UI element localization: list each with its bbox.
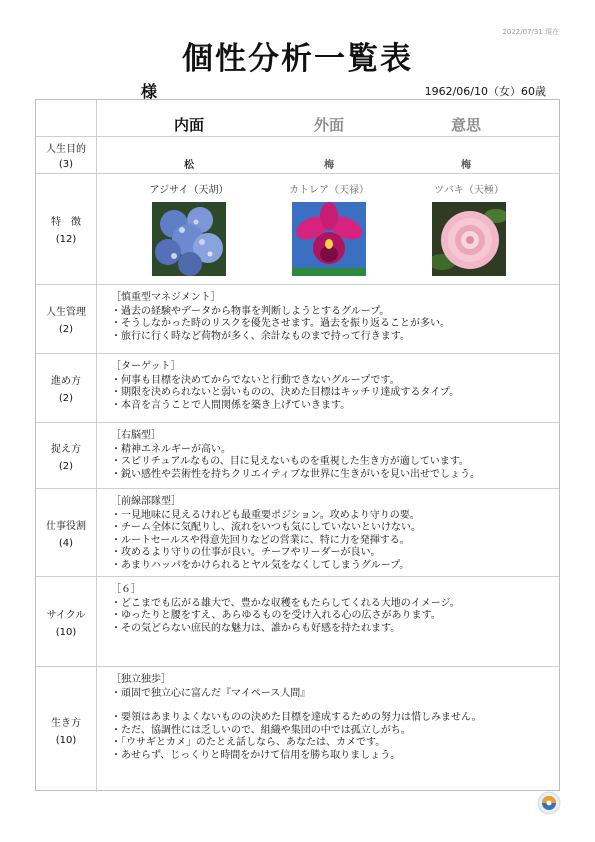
section-content xyxy=(111,496,421,572)
section-spacer xyxy=(111,700,482,712)
row-label-count: (10) xyxy=(55,734,77,746)
section-content xyxy=(111,674,482,762)
section-line: ・一見地味に見えるけれども最重要ポジション。攻めより守りの要。 xyxy=(111,509,420,521)
section-line: ・チーム全体に気配りし、流れをいつも気にしていないといけない。 xyxy=(111,522,421,533)
section-line: ・期限を決められないと弱いものの、決めた目標はキッチリ達成するタイプ。 xyxy=(111,387,460,398)
report-date: 2022/07/31 現在 xyxy=(502,28,559,36)
flower-inner xyxy=(134,181,244,280)
hydrangea-photo-icon xyxy=(152,202,226,276)
row-label xyxy=(36,577,97,666)
row-label-text: 仕事役割 xyxy=(46,520,86,532)
analysis-table xyxy=(35,99,560,791)
section-row xyxy=(36,423,559,489)
flower-will xyxy=(414,181,524,280)
column-header-outer: 外面 xyxy=(313,116,344,134)
features-row xyxy=(36,174,559,285)
goal-row xyxy=(36,137,559,174)
section-line: ・過去の経験やデータから物事を判断しようとするグループ。 xyxy=(111,305,390,317)
section-line: ・あまりハッパをかけられるとヤル気をなくしてしまうグループ。 xyxy=(111,559,410,571)
flower-name: ツバキ（天極） xyxy=(434,185,504,196)
row-label xyxy=(36,174,97,284)
section-content xyxy=(111,292,450,343)
section-line: ・ゆったりと腰をすえ、あらゆるものを受け入れる心の広さがあります。 xyxy=(111,610,441,621)
section-line: ・精神エネルギーが高い。 xyxy=(111,443,231,455)
section-heading: ［右脳型］ xyxy=(111,430,161,441)
row-label xyxy=(36,137,97,173)
section-line: ・スピリチュアルなもの、目に見えないものを重視した生き方が適しています。 xyxy=(111,456,469,467)
section-row xyxy=(36,577,559,667)
section-line: ・どこまでも広がる雄大で、豊かな収穫をもたらしてくれる大地のイメージ。 xyxy=(111,597,460,609)
row-label-text: 進め方 xyxy=(51,376,81,387)
section-content xyxy=(111,361,459,412)
row-label-count: (10) xyxy=(55,626,77,638)
section-line: ・本音を言うことで人間関係を築き上げていきます。 xyxy=(111,399,351,411)
section-line: ・要領はあまりよくないものの決めた目標を達成するための努力は惜しみません。 xyxy=(111,712,482,723)
section-line: ・あせらず、じっくりと時間をかけて信用を勝ち取りましょう。 xyxy=(111,749,401,761)
row-label-count: (4) xyxy=(58,537,74,549)
section-line: ・鋭い感性や芸術性を持ちクリエイティブな世界に生きがいを見い出せでしょう。 xyxy=(111,468,480,480)
row-label xyxy=(36,285,97,353)
cattleya-photo-icon xyxy=(292,202,366,276)
section-line: ・ただ、協調性には乏しいので、組織や集団の中では孤立しがち。 xyxy=(111,724,411,736)
section-row xyxy=(36,667,559,792)
section-line: ・そうしなかった時のリスクを優先させます。過去を振り返ることが多い。 xyxy=(111,318,450,329)
section-heading: ［独立独歩］ xyxy=(111,674,171,685)
goal-outer: 梅 xyxy=(324,160,334,171)
name-bar xyxy=(35,79,560,99)
row-label-count: (2) xyxy=(58,393,74,404)
row-label-count: (3) xyxy=(58,159,74,170)
section-line: ・何事も目標を決めてからでないと行動できないグループです。 xyxy=(111,374,400,386)
column-header-will: 意思 xyxy=(450,116,481,134)
row-label-text: 特 徴 xyxy=(51,217,81,228)
section-line: ・旅行に行く時など荷物が多く、余計なものまで持って行きます。 xyxy=(111,330,410,342)
section-heading: ［ターゲット］ xyxy=(111,361,181,372)
row-label-text: 生き方 xyxy=(51,717,81,729)
row-label-count: (12) xyxy=(55,234,77,245)
section-content xyxy=(111,430,480,481)
section-row xyxy=(36,354,559,423)
section-line: ・攻めるより守りの仕事が良い。チーフやリーダーが良い。 xyxy=(111,547,381,558)
row-label-count: (2) xyxy=(58,460,74,472)
section-content xyxy=(111,584,460,635)
section-line: ・「ウサギとカメ」のたとえ話しなら、あなたは、カメです。 xyxy=(111,737,386,748)
honorific: 様 xyxy=(141,82,158,101)
section-row xyxy=(36,285,559,354)
section-line: ・ルートセールスや得意先回りなどの営業に、特に力を発揮する。 xyxy=(111,534,410,546)
flower-name: カトレア（天禄） xyxy=(289,185,369,196)
section-heading: ［慎重型マネジメント］ xyxy=(111,292,221,303)
row-label-text: 人生管理 xyxy=(46,307,86,318)
goal-inner: 松 xyxy=(184,160,194,171)
header-empty-cell xyxy=(36,100,97,136)
column-header-inner: 内面 xyxy=(173,116,204,134)
row-label xyxy=(36,423,97,488)
flower-outer xyxy=(274,181,384,280)
row-label-text: 捉え方 xyxy=(51,443,81,455)
page-title: 個性分析一覧表 xyxy=(182,41,413,77)
logo-icon xyxy=(537,791,561,815)
row-label xyxy=(36,489,97,576)
row-label-text: サイクル xyxy=(46,609,86,621)
section-line: ・頑固で独立心に富んだ『マイペース人間』 xyxy=(111,687,311,699)
row-label xyxy=(36,354,97,422)
row-label-count: (2) xyxy=(58,324,74,335)
row-label xyxy=(36,667,97,792)
flower-name: アジサイ（天胡） xyxy=(149,185,229,196)
section-line: ・その気どらない庶民的な魅力は、誰からも好感を持たれます。 xyxy=(111,622,401,634)
goal-will: 梅 xyxy=(461,160,471,171)
birth-info: 1962/06/10（女）60歳 xyxy=(424,85,546,98)
header-row xyxy=(36,100,559,137)
row-label-text: 人生目的 xyxy=(46,144,86,155)
camellia-photo-icon xyxy=(432,202,506,276)
section-heading: ［前線部隊型］ xyxy=(111,496,181,507)
section-row xyxy=(36,489,559,577)
section-heading: ［６］ xyxy=(111,584,141,595)
